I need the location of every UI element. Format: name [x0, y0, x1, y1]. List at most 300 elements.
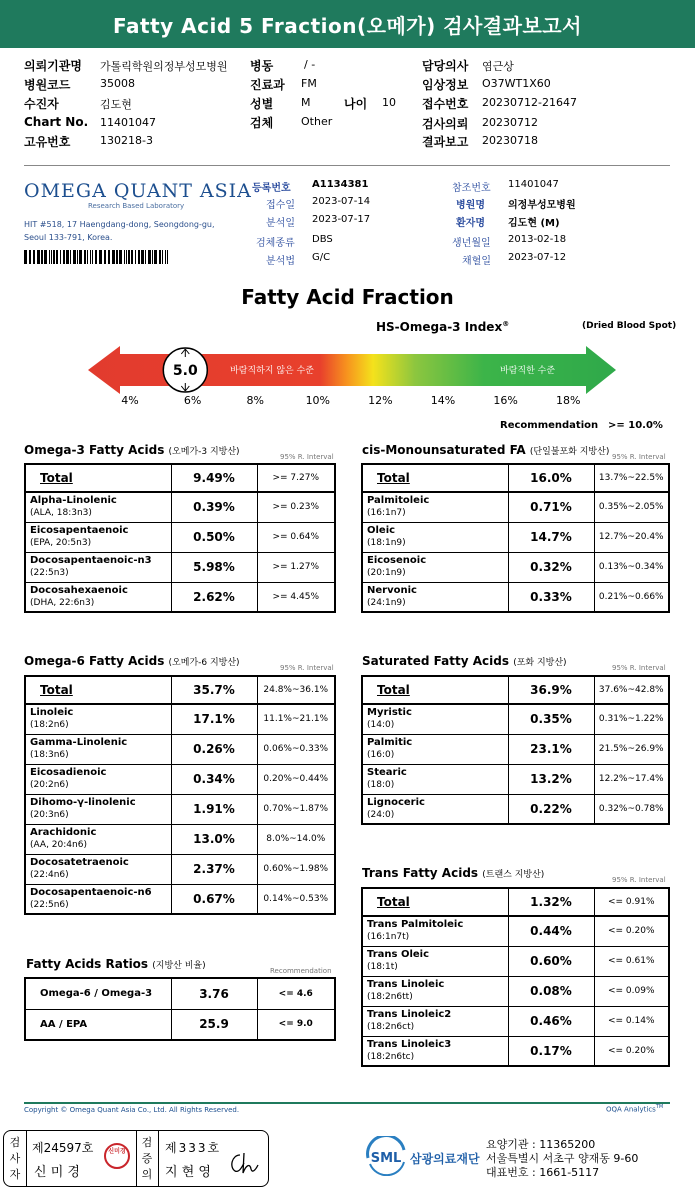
fatty-acid-value: 0.60% [508, 946, 594, 976]
omega6-title-sub: (오메가-6 지방산) [168, 658, 240, 668]
logo-text: OMEGA QUANT ASIA [24, 180, 252, 202]
seal-text: 신미경 [108, 1148, 126, 1155]
total-value: 1.32% [508, 888, 594, 916]
fatty-acid-abbr: (18:2n6) [30, 720, 69, 731]
analyzed-value: 2023-07-17 [312, 214, 371, 225]
fatty-acid-abbr: (16:1n7t) [367, 932, 410, 943]
scale-tick-label: 10% [305, 394, 331, 407]
fatty-acid-name [25, 884, 171, 914]
fatty-acid-name [25, 794, 171, 824]
ratios-title-text: Fatty Acids Ratios [26, 957, 149, 971]
received-value: 2023-07-14 [312, 196, 371, 207]
trans-ri-label: 95% R. Interval [612, 876, 666, 884]
total-range: 13.7%~22.5% [594, 464, 669, 492]
sfa-table [361, 675, 670, 825]
reviewer-name: 지 현 영 [165, 1165, 211, 1180]
sig-divider [26, 1131, 27, 1186]
fatty-acid-row [362, 552, 669, 582]
hospital-name-label: 병원명 [456, 200, 485, 211]
tester-name: 신 미 경 [34, 1165, 80, 1180]
total-row [362, 676, 669, 704]
collected-value: 2023-07-12 [508, 252, 567, 263]
fatty-acid-value: 23.1% [508, 734, 594, 764]
registered-mark: ® [502, 320, 510, 328]
clinical-value: O37WT1X60 [482, 77, 551, 90]
sample-type-value: DBS [312, 234, 333, 245]
fatty-acid-name [25, 522, 171, 552]
reg-no-value: A1134381 [312, 179, 369, 190]
reg-no-label: 등록번호 [252, 183, 291, 194]
fatty-acid-row [25, 552, 335, 582]
fatty-acid-abbr: (20:2n6) [30, 780, 69, 790]
fatty-acid-name [362, 492, 508, 522]
fatty-acid-name [362, 916, 508, 946]
hospital-code-label: 병원코드 [24, 78, 71, 92]
specimen-label: 검체 [250, 116, 274, 130]
fatty-acid-label: Palmitoleic [367, 495, 430, 507]
fatty-acid-abbr: (18:3n6) [30, 750, 69, 760]
good-level-label: 바람직한 수준 [500, 366, 556, 376]
fatty-acid-abbr: (16:1n7) [367, 508, 406, 519]
fatty-acid-row [25, 704, 335, 734]
fatty-acid-abbr: (24:0) [367, 809, 395, 820]
fatty-acid-name [25, 734, 171, 764]
omega3-ri-label: 95% R. Interval [280, 453, 334, 461]
specimen-value: Other [301, 115, 333, 128]
fatty-acid-range: 0.21%~0.66% [594, 582, 669, 612]
foundation-info [486, 1138, 638, 1180]
fatty-acid-value: 2.62% [171, 582, 257, 612]
fatty-acid-abbr: (18:0) [367, 780, 395, 790]
fatty-acid-range: 0.20%~0.44% [257, 764, 335, 794]
fatty-acid-abbr: (20:1n9) [367, 568, 406, 578]
fatty-acid-name [362, 1036, 508, 1066]
total-range: <= 0.91% [594, 888, 669, 916]
fatty-acid-abbr: (22:5n3) [30, 568, 69, 578]
fatty-acid-name [25, 492, 171, 522]
sml-logo-text: SML [370, 1151, 402, 1166]
fatty-acid-label: Oleic [367, 525, 396, 536]
scale-tick-label: 8% [246, 394, 264, 407]
fatty-acid-range: 21.5%~26.9% [594, 734, 669, 764]
ratio-value: 25.9 [171, 1009, 257, 1040]
fatty-acid-row [362, 734, 669, 764]
sex-value: M [301, 96, 311, 109]
ratios-table [24, 977, 336, 1041]
fatty-acid-value: 0.46% [508, 1006, 594, 1036]
reviewer-label: 검증의 [141, 1136, 153, 1181]
fatty-acid-abbr: (AA, 20:4n6) [30, 840, 87, 850]
omega-quant-logo [24, 180, 252, 202]
sample-type-label: 검체종류 [256, 238, 295, 249]
result-report-label: 결과보고 [422, 135, 469, 149]
barcode [24, 250, 172, 264]
age-value: 10 [382, 96, 396, 109]
fatty-acid-abbr: (24:1n9) [367, 597, 406, 608]
total-label: Total [362, 464, 508, 492]
ward-value: / - [304, 58, 316, 71]
clinical-label: 임상정보 [422, 78, 469, 92]
fatty-acid-label: Docosapentaenoic-n3 [30, 555, 152, 566]
fatty-acid-row [25, 884, 335, 914]
ratios-title-sub: (지방산 비율) [152, 961, 206, 971]
sfa-title-text: Saturated Fatty Acids [362, 654, 509, 668]
unique-no-label: 고유번호 [24, 135, 71, 149]
mufa-title [362, 443, 609, 457]
fatty-acid-label: Trans Palmitoleic [367, 919, 464, 931]
fatty-acid-row [362, 1006, 669, 1036]
fatty-acid-label: Palmitic [367, 737, 413, 748]
doctor-label: 담당의사 [422, 59, 469, 73]
sex-label: 성별 [250, 97, 274, 111]
total-row [362, 888, 669, 916]
analyzed-label: 분석일 [266, 218, 295, 229]
fatty-acid-value: 0.34% [171, 764, 257, 794]
total-value: 36.9% [508, 676, 594, 704]
examinee-value: 김도현 [100, 98, 132, 111]
fatty-acid-row [25, 824, 335, 854]
tester-label: 검사자 [9, 1136, 21, 1181]
institution-value: 가톨릭학원의정부성모병원 [100, 60, 228, 73]
fatty-acid-range: 0.70%~1.87% [257, 794, 335, 824]
ratio-value: 3.76 [171, 978, 257, 1009]
total-row [362, 464, 669, 492]
fatty-acid-range: 0.13%~0.34% [594, 552, 669, 582]
foundation-phone: 대표번호 : 1661-5117 [486, 1166, 600, 1179]
test-request-value: 20230712 [482, 116, 538, 129]
reviewer-no: 제333호 [165, 1141, 222, 1155]
method-value: G/C [312, 252, 331, 263]
footer-divider [24, 1102, 670, 1104]
fatty-acid-range: 8.0%~14.0% [257, 824, 335, 854]
fatty-acid-name [25, 764, 171, 794]
fatty-acid-row [25, 492, 335, 522]
ratio-recommendation: <= 9.0 [257, 1009, 335, 1040]
fatty-acid-row [25, 734, 335, 764]
received-label: 접수일 [266, 200, 295, 211]
ratio-recommendation: <= 4.6 [257, 978, 335, 1009]
fatty-acid-abbr: (DHA, 22:6n3) [30, 597, 95, 608]
foundation-name: 삼광의료재단 [410, 1152, 480, 1166]
mufa-ri-label: 95% R. Interval [612, 453, 666, 461]
fatty-acid-range: 0.06%~0.33% [257, 734, 335, 764]
fatty-acid-value: 0.17% [508, 1036, 594, 1066]
fatty-acid-abbr: (18:1n9) [367, 538, 406, 548]
ratio-name: AA / EPA [25, 1009, 171, 1040]
fatty-acid-abbr: (14:0) [367, 720, 395, 731]
fatty-acid-label: Eicosadienoic [30, 767, 107, 778]
reception-no-value: 20230712-21647 [482, 96, 577, 109]
total-label: Total [25, 676, 171, 704]
method-label: 분석법 [266, 256, 295, 267]
fatty-acid-range: 0.35%~2.05% [594, 492, 669, 522]
fatty-acid-value: 0.22% [508, 794, 594, 824]
scale-ticks [121, 394, 580, 407]
ratios-rec-label: Recommendation [270, 967, 332, 975]
total-label: Total [25, 464, 171, 492]
omega6-title [24, 654, 240, 668]
fatty-acid-value: 14.7% [508, 522, 594, 552]
mufa-title-sub: (단일불포화 지방산) [529, 447, 610, 457]
ratio-row [25, 978, 335, 1009]
fatty-acid-row [25, 794, 335, 824]
hospital-name-value: 의정부성모병원 [508, 200, 576, 211]
fatty-acid-row [362, 582, 669, 612]
report-title-bar [0, 0, 695, 48]
scale-tick-label: 16% [493, 394, 518, 407]
department-value: FM [301, 77, 317, 90]
fatty-acid-label: Lignoceric [367, 796, 425, 808]
fatty-acid-row [25, 522, 335, 552]
fatty-acid-value: 0.50% [171, 522, 257, 552]
fatty-acid-value: 0.44% [508, 916, 594, 946]
hospital-code-value: 35008 [100, 77, 135, 90]
ratio-row [25, 1009, 335, 1040]
sfa-title [362, 654, 567, 668]
chart-no-label: Chart No. [24, 115, 89, 129]
fatty-acid-range: >= 1.27% [257, 552, 335, 582]
fatty-acid-name [362, 552, 508, 582]
fatty-acid-name [362, 976, 508, 1006]
trans-table [361, 887, 670, 1067]
recommendation-value: >= 10.0% [608, 420, 663, 431]
scale-tick-label: 6% [183, 394, 202, 407]
fatty-acid-row [362, 522, 669, 552]
fatty-acid-name [25, 854, 171, 884]
report-title: Fatty Acid 5 Fraction(오메가) 검사결과보고서 [113, 13, 582, 38]
fatty-acid-label: Trans Linoleic [367, 979, 445, 990]
total-value: 16.0% [508, 464, 594, 492]
total-row [25, 676, 335, 704]
fatty-acid-name [25, 582, 171, 612]
fatty-acid-range: <= 0.20% [594, 1036, 669, 1066]
sfa-ri-label: 95% R. Interval [612, 664, 666, 672]
fatty-acid-row [25, 764, 335, 794]
fatty-acid-row [362, 916, 669, 946]
institution-label: 의뢰기관명 [24, 59, 82, 73]
result-report-value: 20230718 [482, 134, 538, 147]
fatty-acid-range: 0.14%~0.53% [257, 884, 335, 914]
fatty-acid-value: 2.37% [171, 854, 257, 884]
fatty-acid-name [362, 734, 508, 764]
ref-no-value: 11401047 [508, 179, 559, 190]
fatty-acid-range: <= 0.09% [594, 976, 669, 1006]
fatty-acid-row [362, 764, 669, 794]
total-label: Total [362, 888, 508, 916]
fatty-acid-name [25, 704, 171, 734]
mufa-table [361, 463, 670, 613]
chart-title: Fatty Acid Fraction [241, 285, 454, 309]
fatty-acid-value: 0.35% [508, 704, 594, 734]
order-info-block [24, 55, 670, 153]
copyright: Copyright © Omega Quant Asia Co., Ltd. All Rights Reserved. [24, 1106, 240, 1114]
total-value: 9.49% [171, 464, 257, 492]
fatty-acid-label: Trans Linoleic3 [367, 1038, 452, 1050]
total-value: 35.7% [171, 676, 257, 704]
tester-seal-stamp [104, 1143, 130, 1169]
value-marker [163, 348, 207, 392]
fatty-acid-value: 0.32% [508, 552, 594, 582]
oqa-brand [606, 1104, 663, 1113]
chart-no-value: 11401047 [100, 116, 156, 129]
fatty-acid-value: 13.0% [171, 824, 257, 854]
department-label: 진료과 [250, 78, 285, 92]
fatty-acid-row [362, 794, 669, 824]
fatty-acid-value: 17.1% [171, 704, 257, 734]
sfa-title-sub: (포화 지방산) [513, 658, 567, 668]
fatty-acid-name [362, 764, 508, 794]
fatty-acid-range: 0.31%~1.22% [594, 704, 669, 734]
scale-tick-label: 12% [368, 394, 393, 407]
fatty-acid-label: Nervonic [367, 584, 417, 596]
omega3-table [24, 463, 336, 613]
fatty-acid-abbr: (22:4n6) [30, 870, 69, 880]
scale-tick-label: 4% [121, 394, 139, 407]
fatty-acid-abbr: (EPA, 20:5n3) [30, 538, 92, 548]
fatty-acid-abbr: (18:2n6ct) [367, 1022, 415, 1032]
scale-tick-label: 14% [430, 394, 456, 407]
logo-tagline: Research Based Laboratory [88, 202, 185, 210]
doctor-value: 염근상 [482, 60, 514, 73]
patient-value: 김도현 (M) [508, 218, 560, 229]
fatty-acid-name [362, 582, 508, 612]
fatty-acid-label: Docosahexaenoic [30, 584, 128, 596]
address-line-1: HIT #518, 17 Haengdang-dong, Seongdong-gu, [24, 220, 215, 229]
fatty-acid-range: <= 0.20% [594, 916, 669, 946]
foundation-address: 서울특별시 서초구 양재동 9-60 [486, 1152, 639, 1165]
fatty-acid-label: Trans Oleic [367, 949, 430, 960]
fatty-acid-name [25, 824, 171, 854]
collected-label: 채혈일 [462, 256, 491, 267]
omega3-title [24, 443, 240, 457]
fatty-acid-abbr: (18:1t) [367, 962, 398, 972]
patient-label: 환자명 [456, 218, 485, 229]
mufa-title-text: cis-Monounsaturated FA [362, 443, 526, 457]
sig-divider [158, 1131, 159, 1186]
fatty-acid-label: Alpha-Linolenic [30, 495, 117, 507]
fatty-acid-value: 0.39% [171, 492, 257, 522]
dob-label: 생년월일 [452, 238, 491, 249]
agency-no: 요양기관 : 11365200 [486, 1138, 596, 1151]
lab-patient-info [250, 178, 670, 268]
index-subtitle [376, 320, 509, 334]
fatty-acid-range: >= 0.23% [257, 492, 335, 522]
fatty-acid-range: 12.2%~17.4% [594, 764, 669, 794]
omega6-table [24, 675, 336, 915]
recommendation-label: Recommendation [500, 420, 599, 431]
tester-no: 제24597호 [32, 1141, 94, 1155]
omega6-ri-label: 95% R. Interval [280, 664, 334, 672]
oqa-brand-text: OQA Analytics [606, 1105, 656, 1114]
divider [24, 165, 670, 166]
lab-address [24, 218, 215, 244]
fatty-acid-value: 5.98% [171, 552, 257, 582]
fatty-acid-abbr: (16:0) [367, 750, 395, 760]
fatty-acid-value: 1.91% [171, 794, 257, 824]
ratios-title [26, 957, 206, 971]
fatty-acid-abbr: (18:2n6tc) [367, 1051, 415, 1062]
examinee-label: 수진자 [24, 97, 59, 111]
fatty-acid-value: 0.71% [508, 492, 594, 522]
ratio-name: Omega-6 / Omega-3 [25, 978, 171, 1009]
dob-value: 2013-02-18 [508, 234, 567, 245]
fatty-acid-range: <= 0.14% [594, 1006, 669, 1036]
total-range: 37.6%~42.8% [594, 676, 669, 704]
bad-level-label: 바람직하지 않은 수준 [230, 366, 314, 376]
reviewer-signature [226, 1149, 262, 1179]
fatty-acid-row [362, 1036, 669, 1066]
omega6-title-text: Omega-6 Fatty Acids [24, 654, 165, 668]
trans-title-sub: (트랜스 지방산) [482, 870, 545, 880]
fatty-acid-label: Dihomo-γ-linolenic [30, 797, 136, 808]
unique-no-value: 130218-3 [100, 134, 153, 147]
fatty-acid-name [25, 552, 171, 582]
test-request-label: 검사의뢰 [422, 117, 469, 131]
fatty-acid-name [362, 794, 508, 824]
fatty-acid-label: Myristic [367, 707, 412, 719]
trademark-mark: TM [655, 1104, 664, 1110]
trans-title-text: Trans Fatty Acids [362, 866, 479, 880]
fatty-acid-range: <= 0.61% [594, 946, 669, 976]
index-arrow-chart [80, 340, 625, 416]
fatty-acid-label: Stearic [367, 767, 407, 778]
scale-tick-label: 18% [555, 394, 581, 407]
fatty-acid-range: 0.60%~1.98% [257, 854, 335, 884]
reception-no-label: 접수번호 [422, 97, 469, 111]
total-range: 24.8%~36.1% [257, 676, 335, 704]
fatty-acid-range: 0.32%~0.78% [594, 794, 669, 824]
fatty-acid-name [362, 1006, 508, 1036]
fatty-acid-label: Eicosapentaenoic [30, 525, 129, 536]
total-label: Total [362, 676, 508, 704]
fatty-acid-abbr: (ALA, 18:3n3) [30, 508, 92, 519]
sml-logo-icon [364, 1136, 408, 1176]
signature-box [3, 1130, 269, 1187]
fatty-acid-value: 13.2% [508, 764, 594, 794]
fatty-acid-value: 0.08% [508, 976, 594, 1006]
fatty-acid-range: >= 0.64% [257, 522, 335, 552]
fatty-acid-value: 0.33% [508, 582, 594, 612]
fatty-acid-range: 12.7%~20.4% [594, 522, 669, 552]
fatty-acid-label: Trans Linoleic2 [367, 1009, 452, 1020]
fatty-acid-row [25, 854, 335, 884]
address-line-2: Seoul 133-791, Korea. [24, 233, 113, 242]
fatty-acid-range: 11.1%~21.1% [257, 704, 335, 734]
fatty-acid-abbr: (18:2n6tt) [367, 992, 413, 1002]
sig-divider [136, 1131, 137, 1186]
fatty-acid-row [362, 492, 669, 522]
fatty-acid-abbr: (20:3n6) [30, 810, 69, 820]
fatty-acid-label: Linoleic [30, 707, 74, 719]
age-label: 나이 [344, 97, 368, 111]
total-row [25, 464, 335, 492]
marker-value: 5.0 [172, 363, 198, 379]
fatty-acid-row [25, 582, 335, 612]
fatty-acid-value: 0.26% [171, 734, 257, 764]
fatty-acid-row [362, 704, 669, 734]
fatty-acid-value: 0.67% [171, 884, 257, 914]
index-subtitle-text: HS-Omega-3 Index [376, 320, 503, 334]
ref-no-label: 참조번호 [452, 183, 491, 194]
fatty-acid-label: Docosatetraenoic [30, 857, 129, 868]
trans-title [362, 866, 544, 880]
omega3-title-sub: (오메가-3 지방산) [168, 447, 240, 457]
fatty-acid-range: >= 4.45% [257, 582, 335, 612]
fatty-acid-name [362, 704, 508, 734]
fatty-acid-abbr: (22:5n6) [30, 899, 69, 910]
ward-label: 병동 [250, 59, 274, 73]
fatty-acid-row [362, 946, 669, 976]
